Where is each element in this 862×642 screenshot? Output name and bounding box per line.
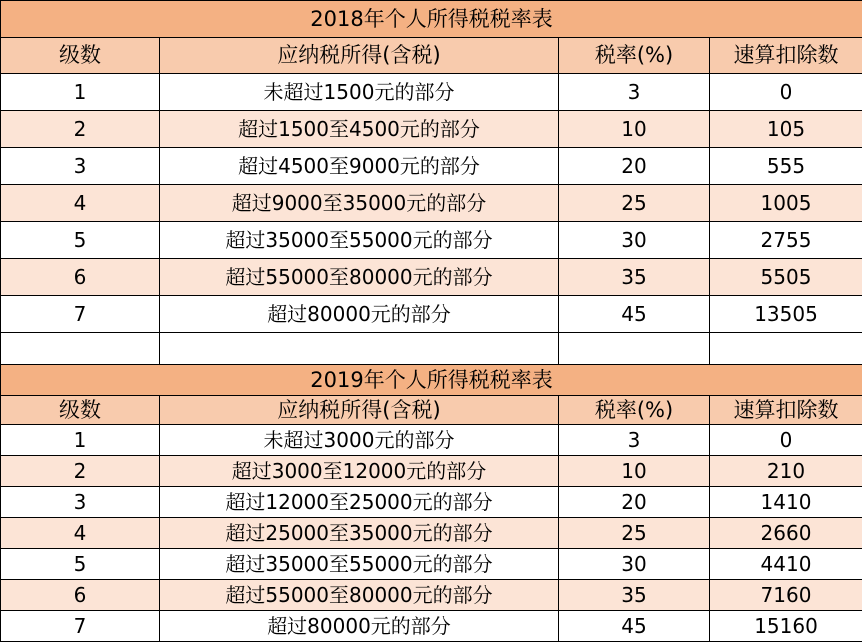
- cell-level[interactable]: 1: [1, 425, 160, 456]
- table-2019-header-row: [1, 396, 862, 425]
- table-row: [1, 611, 862, 642]
- cell-rate[interactable]: 30: [559, 549, 710, 580]
- header-taxable-income[interactable]: 应纳税所得(含税): [160, 396, 559, 425]
- cell-deduction[interactable]: 13505: [710, 296, 862, 333]
- cell-deduction[interactable]: 1410: [710, 487, 862, 518]
- cell-rate[interactable]: 3: [559, 74, 710, 111]
- cell-income-range[interactable]: 超过12000至25000元的部分: [160, 487, 559, 518]
- cell-rate[interactable]: 35: [559, 259, 710, 296]
- header-level[interactable]: 级数: [1, 396, 160, 425]
- cell-rate[interactable]: 25: [559, 518, 710, 549]
- cell-rate[interactable]: 25: [559, 185, 710, 222]
- table-row: [1, 580, 862, 611]
- cell-rate[interactable]: 20: [559, 487, 710, 518]
- cell-income-range[interactable]: 未超过1500元的部分: [160, 74, 559, 111]
- cell-income-range[interactable]: 超过55000至80000元的部分: [160, 580, 559, 611]
- cell-income-range[interactable]: 超过80000元的部分: [160, 296, 559, 333]
- cell-level[interactable]: 2: [1, 456, 160, 487]
- cell-level[interactable]: 3: [1, 148, 160, 185]
- table-row: [1, 487, 862, 518]
- empty-cell[interactable]: [160, 333, 559, 365]
- cell-income-range[interactable]: 超过35000至55000元的部分: [160, 549, 559, 580]
- cell-income-range[interactable]: 超过4500至9000元的部分: [160, 148, 559, 185]
- cell-level[interactable]: 5: [1, 222, 160, 259]
- header-quick-deduction[interactable]: 速算扣除数: [710, 396, 862, 425]
- table-row: [1, 222, 862, 259]
- cell-level[interactable]: 4: [1, 518, 160, 549]
- table-row: [1, 74, 862, 111]
- cell-income-range[interactable]: 超过1500至4500元的部分: [160, 111, 559, 148]
- cell-income-range[interactable]: 未超过3000元的部分: [160, 425, 559, 456]
- table-row: [1, 549, 862, 580]
- cell-level[interactable]: 7: [1, 611, 160, 642]
- cell-level[interactable]: 5: [1, 549, 160, 580]
- table-row: [1, 296, 862, 333]
- cell-level[interactable]: 1: [1, 74, 160, 111]
- cell-rate[interactable]: 3: [559, 425, 710, 456]
- cell-deduction[interactable]: 7160: [710, 580, 862, 611]
- cell-level[interactable]: 7: [1, 296, 160, 333]
- cell-level[interactable]: 2: [1, 111, 160, 148]
- header-quick-deduction[interactable]: 速算扣除数: [710, 38, 862, 74]
- cell-deduction[interactable]: 2755: [710, 222, 862, 259]
- cell-income-range[interactable]: 超过80000元的部分: [160, 611, 559, 642]
- empty-cell[interactable]: [559, 333, 710, 365]
- cell-income-range[interactable]: 超过9000至35000元的部分: [160, 185, 559, 222]
- table-row: [1, 185, 862, 222]
- cell-rate[interactable]: 30: [559, 222, 710, 259]
- header-tax-rate[interactable]: 税率(%): [559, 396, 710, 425]
- cell-level[interactable]: 6: [1, 580, 160, 611]
- table-row: [1, 111, 862, 148]
- cell-rate[interactable]: 45: [559, 296, 710, 333]
- cell-deduction[interactable]: 0: [710, 425, 862, 456]
- cell-level[interactable]: 6: [1, 259, 160, 296]
- cell-deduction[interactable]: 2660: [710, 518, 862, 549]
- cell-deduction[interactable]: 105: [710, 111, 862, 148]
- cell-rate[interactable]: 10: [559, 111, 710, 148]
- table-2019-title[interactable]: 2019年个人所得税税率表: [1, 365, 862, 396]
- cell-level[interactable]: 3: [1, 487, 160, 518]
- header-taxable-income[interactable]: 应纳税所得(含税): [160, 38, 559, 74]
- cell-rate[interactable]: 45: [559, 611, 710, 642]
- cell-income-range[interactable]: 超过3000至12000元的部分: [160, 456, 559, 487]
- cell-deduction[interactable]: 15160: [710, 611, 862, 642]
- table-2018-title[interactable]: 2018年个人所得税税率表: [1, 1, 862, 38]
- table-2018-title-row: [1, 1, 862, 38]
- cell-deduction[interactable]: 0: [710, 74, 862, 111]
- table-row: [1, 518, 862, 549]
- cell-deduction[interactable]: 555: [710, 148, 862, 185]
- cell-income-range[interactable]: 超过55000至80000元的部分: [160, 259, 559, 296]
- table-2019-title-row: [1, 365, 862, 396]
- table-2018-header-row: [1, 38, 862, 74]
- cell-rate[interactable]: 10: [559, 456, 710, 487]
- cell-rate[interactable]: 35: [559, 580, 710, 611]
- table-row: [1, 148, 862, 185]
- cell-deduction[interactable]: 210: [710, 456, 862, 487]
- cell-deduction[interactable]: 5505: [710, 259, 862, 296]
- cell-income-range[interactable]: 超过35000至55000元的部分: [160, 222, 559, 259]
- empty-row: [1, 333, 862, 365]
- cell-rate[interactable]: 20: [559, 148, 710, 185]
- header-tax-rate[interactable]: 税率(%): [559, 38, 710, 74]
- table-row: [1, 425, 862, 456]
- cell-income-range[interactable]: 超过25000至35000元的部分: [160, 518, 559, 549]
- cell-level[interactable]: 4: [1, 185, 160, 222]
- empty-cell[interactable]: [710, 333, 862, 365]
- table-row: [1, 456, 862, 487]
- header-level[interactable]: 级数: [1, 38, 160, 74]
- empty-cell[interactable]: [1, 333, 160, 365]
- cell-deduction[interactable]: 4410: [710, 549, 862, 580]
- cell-deduction[interactable]: 1005: [710, 185, 862, 222]
- table-row: [1, 259, 862, 296]
